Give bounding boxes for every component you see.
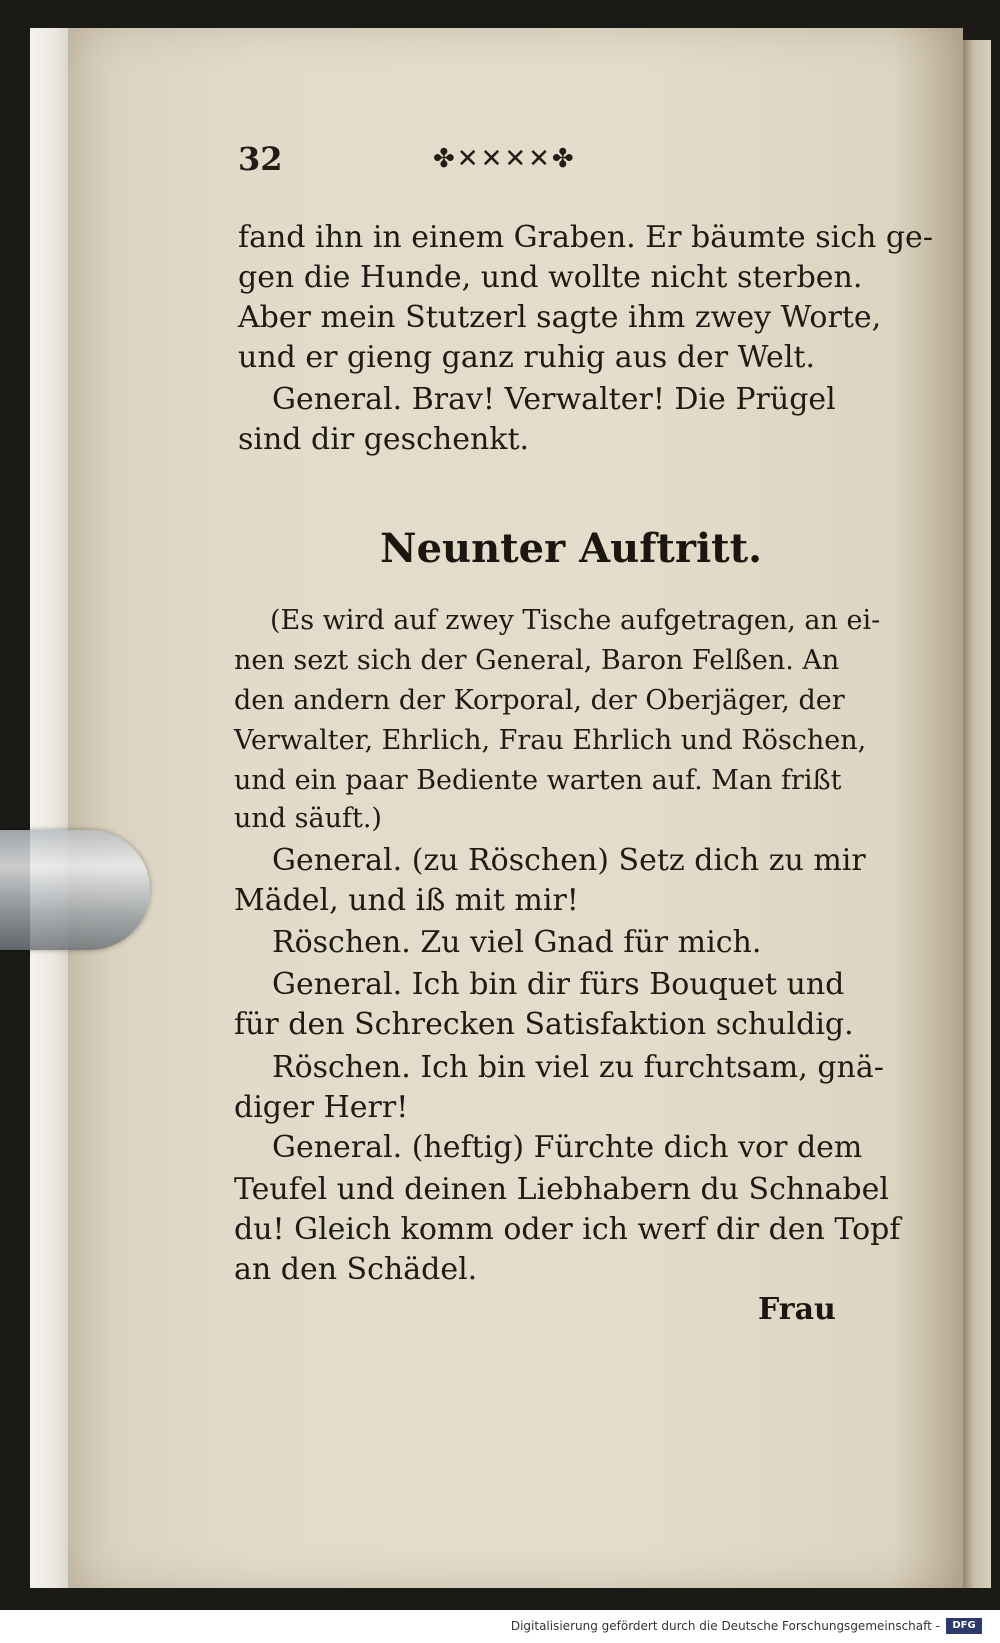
text-line: und er gieng ganz ruhig aus der Welt. — [238, 340, 816, 375]
text-line: fand ihn in einem Graben. Er bäumte sich ge- — [238, 220, 933, 255]
text-line: gen die Hunde, und wollte nicht sterben. — [238, 260, 863, 295]
page-number: 32 — [238, 140, 283, 178]
text-line: General. (zu Röschen) Setz dich zu mir — [272, 843, 866, 878]
text-line: Verwalter, Ehrlich, Frau Ehrlich und Röschen, — [234, 725, 867, 756]
page-clip — [0, 830, 150, 950]
footer-bar — [0, 1610, 1000, 1643]
text-line: Röschen. Zu viel Gnad für mich. — [272, 925, 762, 960]
text-line: diger Herr! — [234, 1090, 409, 1125]
text-line: für den Schrecken Satisfaktion schuldig. — [234, 1007, 854, 1042]
text-line: du! Gleich komm oder ich werf dir den Topf — [234, 1212, 901, 1247]
text-line: und säuft.) — [234, 803, 382, 834]
text-line: den andern der Korporal, der Oberjäger, der — [234, 685, 845, 716]
text-line: nen sezt sich der General, Baron Felßen. An — [234, 645, 840, 676]
book-right-edge — [963, 40, 991, 1588]
text-line: General. (heftig) Fürchte dich vor dem — [272, 1130, 863, 1165]
text-line: Röschen. Ich bin viel zu furchtsam, gnä- — [272, 1050, 884, 1085]
text-line: sind dir geschenkt. — [238, 422, 530, 457]
page-header — [238, 140, 838, 190]
scene-heading: Neunter Auftritt. — [380, 525, 763, 572]
text-line: und ein paar Bediente warten auf. Man frißt — [234, 765, 842, 796]
catchword: Frau — [758, 1292, 836, 1327]
footer-credit: Digitalisierung gefördert durch die Deutsche Forschungsgemeinschaft - — [510, 1619, 940, 1633]
text-line: General. Ich bin dir fürs Bouquet und — [272, 967, 845, 1002]
text-line: Aber mein Stutzerl sagte ihm zwey Worte, — [238, 300, 882, 335]
text-line: an den Schädel. — [234, 1252, 478, 1287]
text-line: Mädel, und iß mit mir! — [234, 883, 579, 918]
text-line: General. Brav! Verwalter! Die Prügel — [272, 382, 836, 417]
text-line: Teufel und deinen Liebhabern du Schnabel — [234, 1172, 889, 1207]
header-ornament: ✤✕✕✕✕✤ — [433, 144, 576, 174]
book-left-edge — [30, 28, 71, 1588]
text-line: (Es wird auf zwey Tische aufgetragen, an ei- — [270, 605, 881, 636]
dfg-logo-icon: DFG — [946, 1618, 982, 1634]
